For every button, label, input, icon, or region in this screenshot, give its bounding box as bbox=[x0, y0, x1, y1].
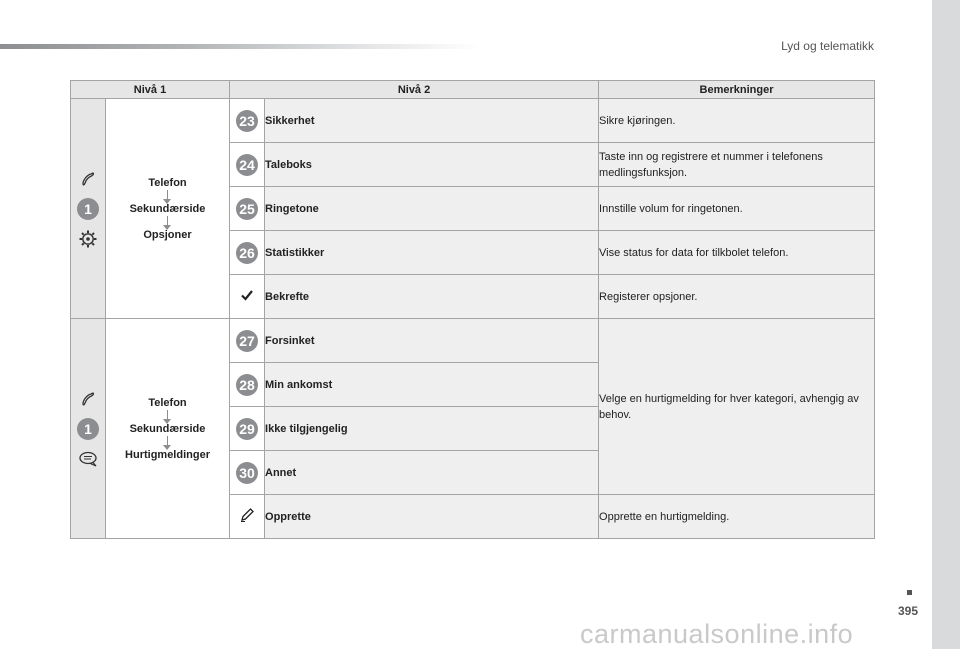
menu-number-badge: 23 bbox=[236, 110, 258, 132]
row-remark: Innstille volum for ringetonen. bbox=[599, 187, 875, 231]
arrow-down-icon bbox=[167, 436, 168, 446]
arrow-down-icon bbox=[167, 410, 168, 420]
row-remark: Vise status for data for tilkbolet telefon. bbox=[599, 231, 875, 275]
path-step-secondary: Sekundærside bbox=[129, 422, 206, 435]
level1-path-cell bbox=[106, 99, 230, 319]
level1-cell bbox=[71, 319, 106, 539]
watermark: carmanualsonline.info bbox=[580, 619, 854, 649]
row-label: Opprette bbox=[265, 495, 599, 539]
row-label: Statistikker bbox=[265, 231, 599, 275]
row-badge-cell bbox=[230, 187, 265, 231]
row-badge-cell bbox=[230, 363, 265, 407]
header-level1: Nivå 1 bbox=[71, 81, 230, 99]
path-step-secondary: Sekundærside bbox=[129, 202, 206, 215]
menu-number-badge: 28 bbox=[236, 374, 258, 396]
row-label: Ikke tilgjengelig bbox=[265, 407, 599, 451]
row-label: Annet bbox=[265, 451, 599, 495]
row-badge-cell bbox=[230, 319, 265, 363]
pencil-icon bbox=[239, 514, 255, 526]
level1-path-cell bbox=[106, 319, 230, 539]
header-gradient-bar bbox=[0, 44, 480, 49]
page-number: 395 bbox=[898, 604, 919, 618]
path-step-telefon: Telefon bbox=[148, 396, 187, 409]
row-label: Min ankomst bbox=[265, 363, 599, 407]
row-badge-cell bbox=[230, 407, 265, 451]
gear-icon bbox=[77, 228, 99, 250]
table-row bbox=[71, 319, 875, 363]
path-step-options: Opsjoner bbox=[143, 228, 192, 241]
level1-cell bbox=[71, 99, 106, 319]
row-label: Ringetone bbox=[265, 187, 599, 231]
phone-icon bbox=[77, 168, 99, 190]
menu-number-badge: 24 bbox=[236, 154, 258, 176]
section-title: Lyd og telematikk bbox=[781, 39, 874, 53]
table-row bbox=[71, 99, 875, 143]
row-remark: Taste inn og registrere et nummer i telefonens medlingsfunksjon. bbox=[599, 143, 875, 187]
path-step-telefon: Telefon bbox=[148, 176, 187, 189]
table-header-row bbox=[71, 81, 875, 99]
menu-number-badge: 29 bbox=[236, 418, 258, 440]
menu-table bbox=[70, 80, 875, 539]
row-label: Taleboks bbox=[265, 143, 599, 187]
row-badge-cell bbox=[230, 451, 265, 495]
row-badge-cell bbox=[230, 143, 265, 187]
row-remark: Registerer opsjoner. bbox=[599, 275, 875, 319]
level1-badge: 1 bbox=[77, 198, 99, 220]
menu-number-badge: 26 bbox=[236, 242, 258, 264]
row-label: Forsinket bbox=[265, 319, 599, 363]
header-remarks: Bemerkninger bbox=[599, 81, 875, 99]
row-icon-cell bbox=[230, 275, 265, 319]
row-remark: Sikre kjøringen. bbox=[599, 99, 875, 143]
menu-number-badge: 30 bbox=[236, 462, 258, 484]
menu-number-badge: 27 bbox=[236, 330, 258, 352]
header-level2: Nivå 2 bbox=[230, 81, 599, 99]
page-marker bbox=[907, 590, 912, 595]
row-badge-cell bbox=[230, 231, 265, 275]
menu-number-badge: 25 bbox=[236, 198, 258, 220]
arrow-down-icon bbox=[167, 216, 168, 226]
row-label: Bekrefte bbox=[265, 275, 599, 319]
row-remark: Opprette en hurtigmelding. bbox=[599, 495, 875, 539]
phone-icon bbox=[77, 388, 99, 410]
arrow-down-icon bbox=[167, 190, 168, 200]
row-badge-cell bbox=[230, 99, 265, 143]
message-icon bbox=[77, 448, 99, 470]
path-step-quick-messages: Hurtigmeldinger bbox=[125, 448, 210, 461]
row-icon-cell bbox=[230, 495, 265, 539]
checkmark-icon bbox=[240, 293, 254, 305]
shared-remark: Velge en hurtigmelding for hver kategori, avhengig av behov. bbox=[599, 319, 875, 495]
row-label: Sikkerhet bbox=[265, 99, 599, 143]
side-strip bbox=[932, 0, 960, 649]
level1-badge: 1 bbox=[77, 418, 99, 440]
